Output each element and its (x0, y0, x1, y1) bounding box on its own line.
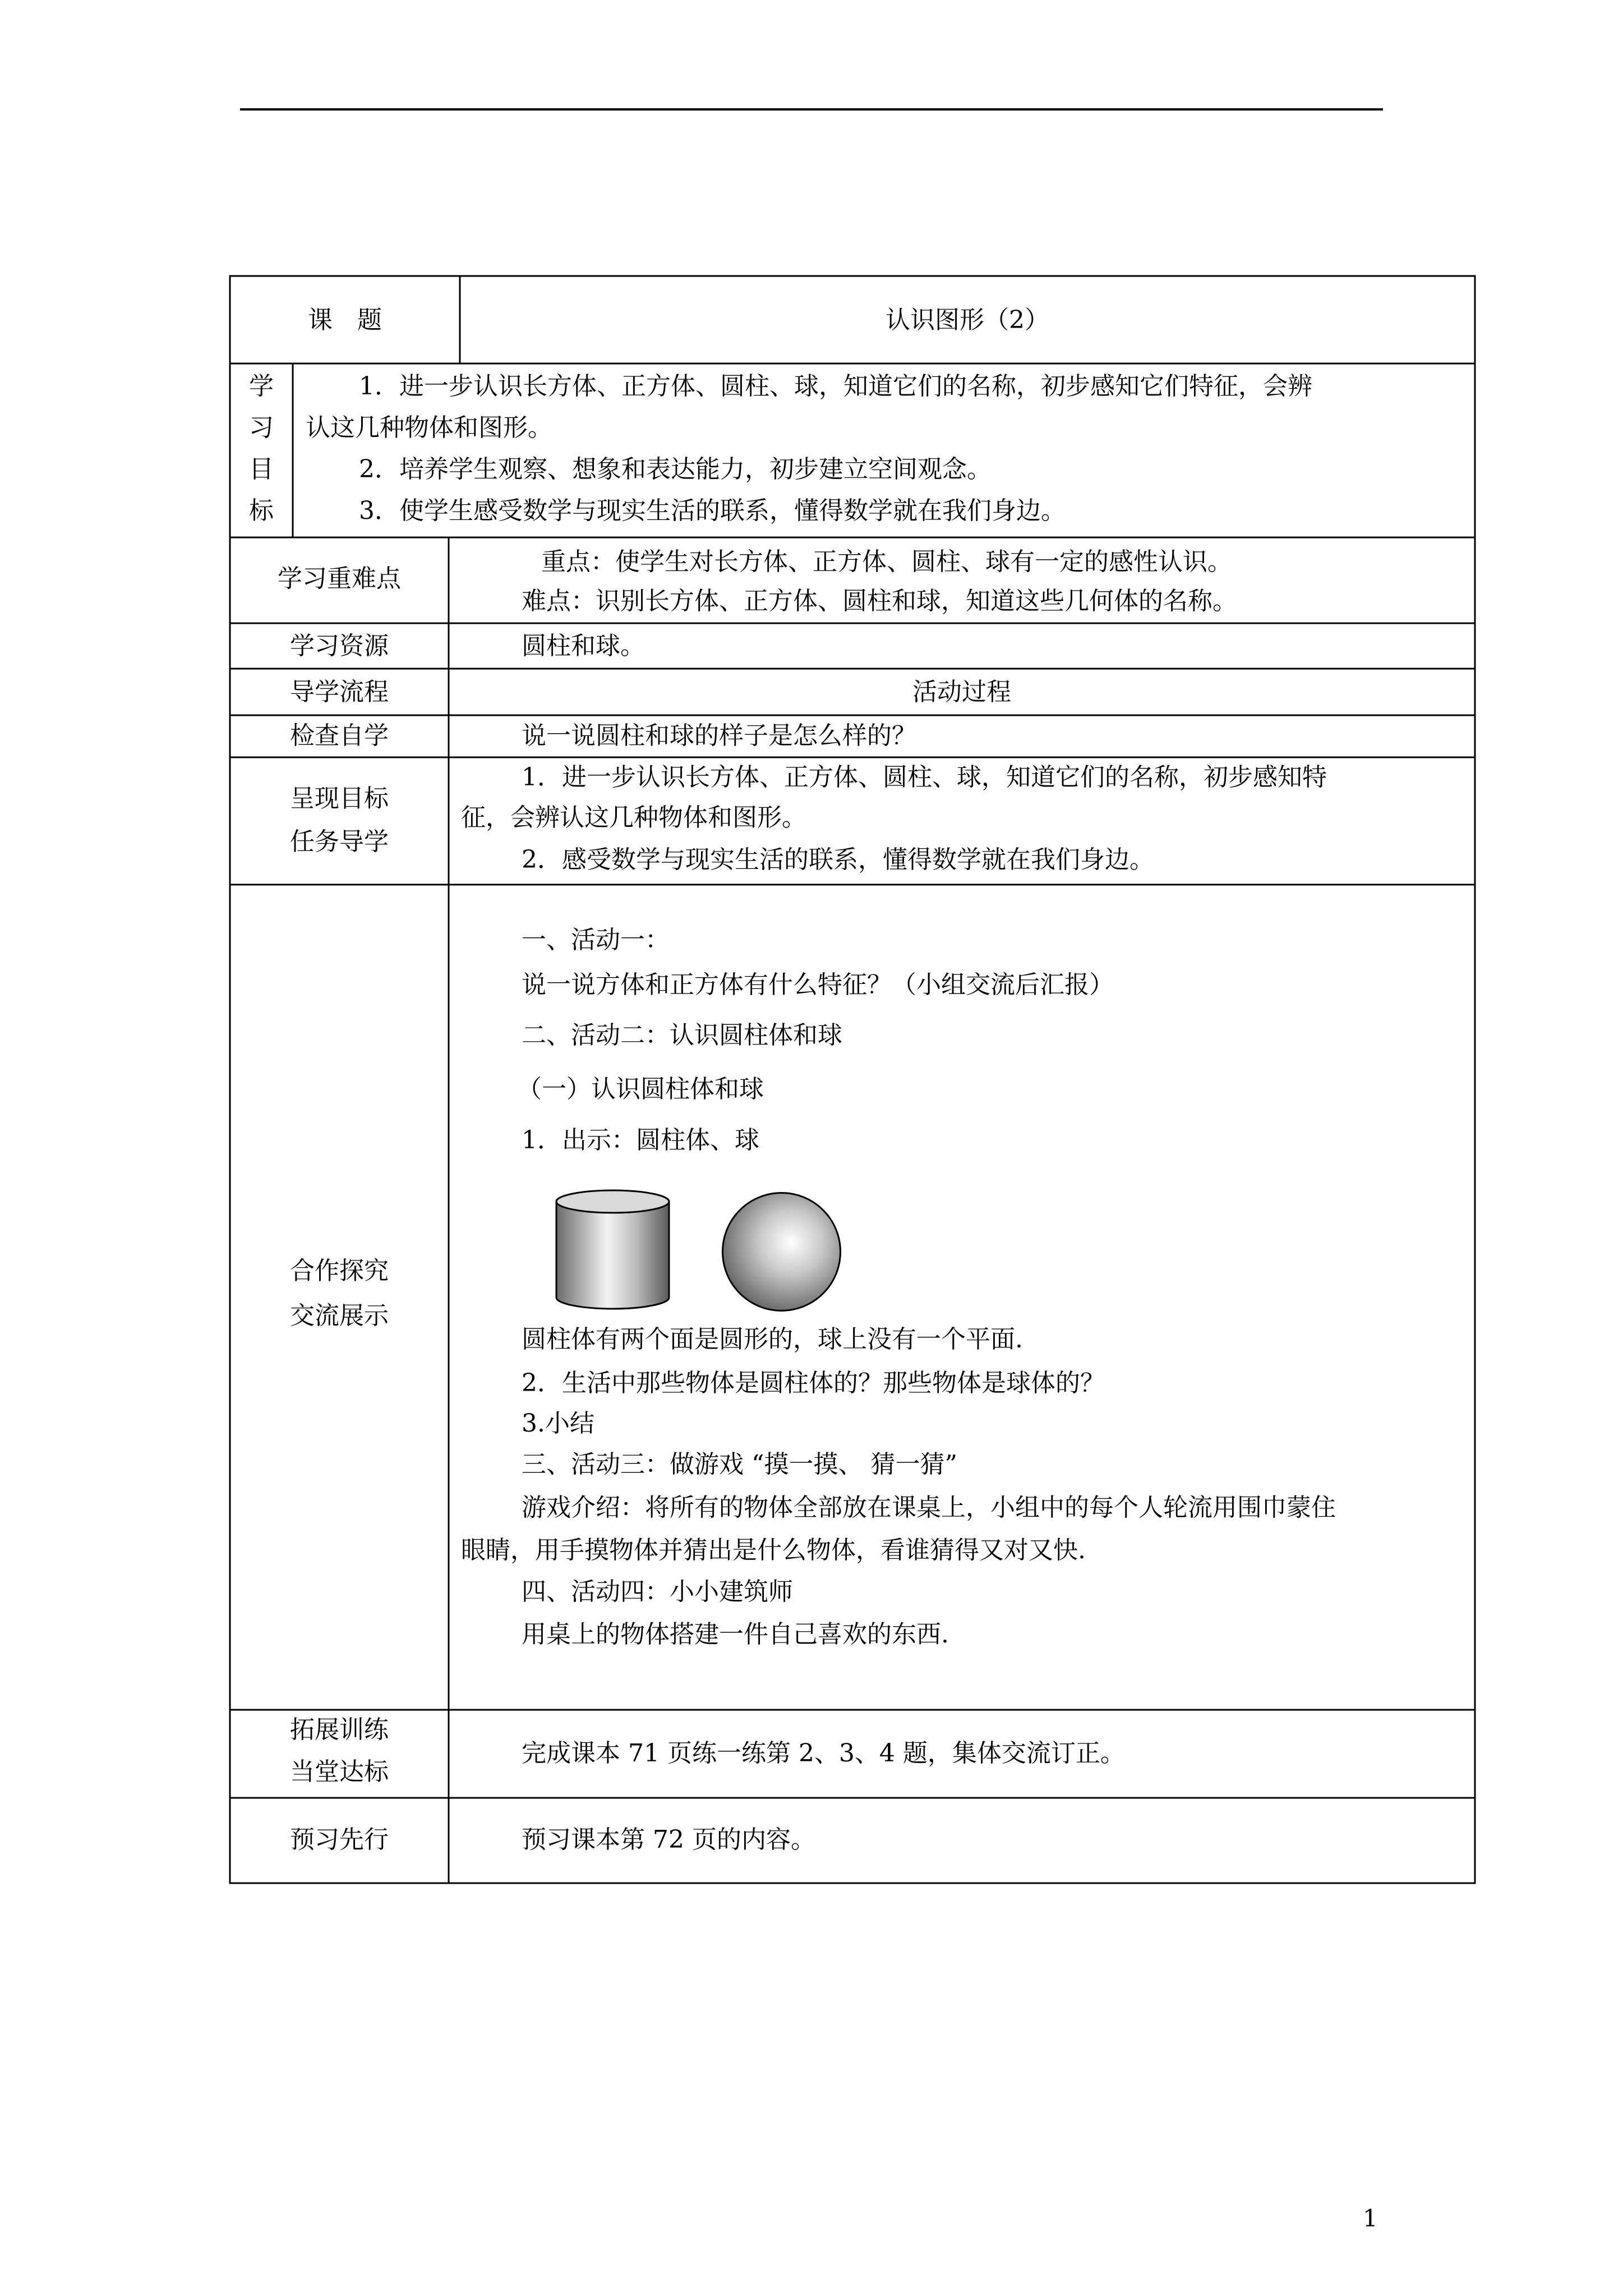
cooperate-line: 1．出示：圆柱体、球 (522, 1126, 759, 1154)
selfcheck-value: 说一说圆柱和球的样子是怎么样的？ (522, 721, 916, 750)
selfcheck-label: 检查自学 (290, 721, 389, 750)
goals-label-char: 学 (249, 372, 274, 401)
key-point-line: 重点：使学生对长方体、正方体、圆柱、球有一定的感性认识。 (541, 547, 1232, 576)
resources-label: 学习资源 (290, 632, 389, 660)
cooperate-line: 3.小结 (522, 1409, 594, 1438)
present-line: 1．进一步认识长方体、正方体、圆柱、球，知道它们的名称，初步感知特 (522, 763, 1327, 792)
extend-label-line: 当堂达标 (290, 1757, 389, 1786)
extend-value: 完成课本 71 页练一练第 2、3、4 题，集体交流订正。 (522, 1739, 1125, 1768)
cooperate-line: 圆柱体有两个面是圆形的，球上没有一个平面. (522, 1325, 1023, 1354)
present-label-line: 任务导学 (290, 827, 389, 856)
cooperate-line: 2．生活中那些物体是圆柱体的？那些物体是球体的？ (522, 1369, 1105, 1397)
subject-value: 认识图形（2） (886, 306, 1049, 334)
key-label: 学习重难点 (278, 564, 401, 593)
flow-label: 导学流程 (290, 678, 389, 706)
goal-line: 认这几种物体和图形。 (306, 413, 552, 442)
flow-value: 活动过程 (912, 678, 1011, 706)
subject-label: 课 题 (308, 306, 382, 334)
key-point-line: 难点：识别长方体、正方体、圆柱和球，知道这些几何体的名称。 (522, 587, 1237, 615)
goal-line: 1．进一步认识长方体、正方体、圆柱、球，知道它们的名称，初步感知它们特征，会辨 (359, 372, 1312, 401)
cooperate-line: 说一说方体和正方体有什么特征？（小组交流后汇报） (522, 970, 1114, 999)
cylinder-icon (555, 1189, 670, 1310)
cooperate-line: （一）认识圆柱体和球 (517, 1075, 764, 1103)
cooperate-line: 眼睛，用手摸物体并猜出是什么物体，看谁猜得又对又快. (461, 1536, 1086, 1565)
cooperate-line: 游戏介绍：将所有的物体全部放在课桌上，小组中的每个人轮流用围巾蒙住 (522, 1493, 1336, 1522)
present-label-line: 呈现目标 (290, 784, 389, 813)
present-line: 2．感受数学与现实生活的联系，懂得数学就在我们身边。 (522, 845, 1154, 874)
cooperate-label-line: 合作探究 (290, 1257, 389, 1285)
extend-label-line: 拓展训练 (290, 1715, 389, 1744)
goals-label-char: 习 (249, 413, 274, 442)
goals-label-char: 标 (249, 496, 274, 525)
preview-value: 预习课本第 72 页的内容。 (522, 1825, 815, 1854)
goal-line: 2．培养学生观察、想象和表达能力，初步建立空间观念。 (359, 455, 992, 484)
cooperate-line: 四、活动四：小小建筑师 (522, 1577, 793, 1606)
goal-line: 3．使学生感受数学与现实生活的联系，懂得数学就在我们身边。 (359, 496, 1066, 525)
cooperate-line: 二、活动二：认识圆柱体和球 (522, 1021, 842, 1050)
resources-value: 圆柱和球。 (522, 632, 645, 660)
cooperate-line: 一、活动一： (522, 926, 670, 954)
page-number: 1 (1363, 2205, 1378, 2232)
sphere-icon (721, 1191, 842, 1312)
preview-label: 预习先行 (290, 1825, 389, 1854)
present-line: 征，会辨认这几种物体和图形。 (461, 803, 806, 832)
cooperate-line: 用桌上的物体搭建一件自己喜欢的东西. (522, 1620, 949, 1649)
cooperate-line: 三、活动三：做游戏 “摸一摸、 猜一猜” (522, 1450, 957, 1479)
cooperate-label-line: 交流展示 (290, 1301, 389, 1330)
goals-label-char: 目 (249, 455, 274, 484)
